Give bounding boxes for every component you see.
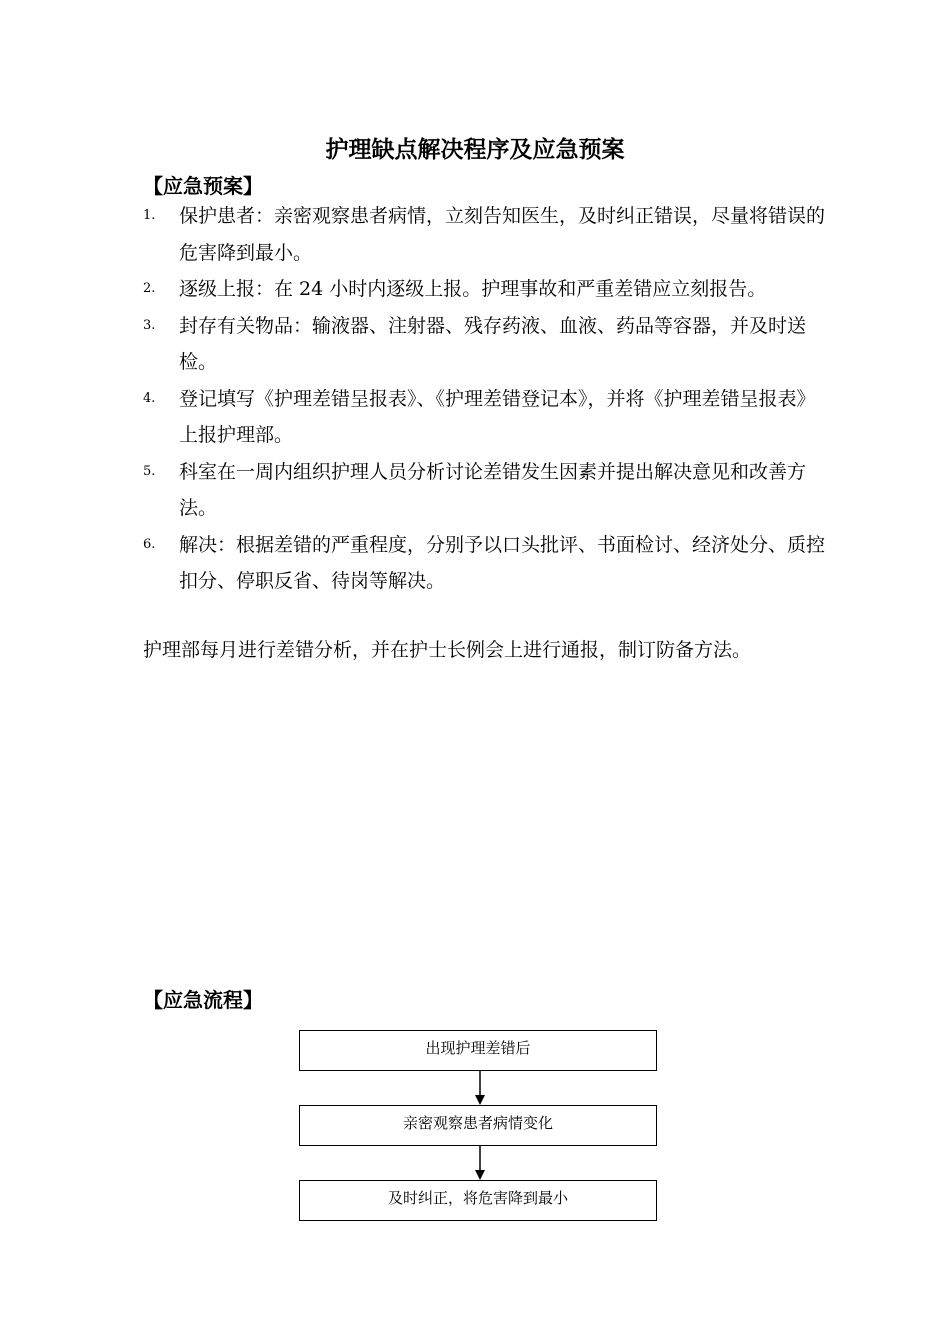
flow-arrow-1	[473, 1071, 487, 1105]
plan-item-2	[143, 271, 833, 308]
plan-item-text: 解决：根据差错的严重程度，分别予以口头批评、书面检讨、经济处分、质控扣分、停职反省、待岗等解决。	[179, 533, 826, 592]
flow-section-heading: 【应急流程】	[143, 988, 263, 1012]
plan-item-text: 保护患者：亲密观察患者病情，立刻告知医生，及时纠正错误，尽量将错误的危害降到最小。	[179, 205, 826, 264]
flow-step-2: 亲密观察患者病情变化	[299, 1105, 657, 1146]
plan-item-5	[143, 454, 833, 527]
plan-item-text: 登记填写《护理差错呈报表》、《护理差错登记本》，并将《护理差错呈报表》上报护理部。	[179, 387, 816, 446]
page-title: 护理缺点解决程序及应急预案	[325, 137, 625, 163]
flow-arrow-2	[473, 1146, 487, 1180]
flow-step-3: 及时纠正，将危害降到最小	[299, 1180, 657, 1221]
plan-item-text: 科室在一周内组织护理人员分析讨论差错发生因素并提出解决意见和改善方法。	[179, 460, 807, 519]
plan-item-3	[143, 308, 833, 381]
plan-item-text: 逐级上报：在 24 小时内逐级上报。护理事故和严重差错应立刻报告。	[179, 278, 767, 300]
plan-item-number: 4.	[143, 390, 156, 406]
plan-item-number: 3.	[143, 317, 156, 333]
plan-item-6	[143, 527, 833, 600]
plan-section-heading: 【应急预案】	[143, 174, 263, 198]
plan-item-4	[143, 381, 833, 454]
plan-item-number: 1.	[143, 208, 156, 223]
plan-item-text: 封存有关物品：输液器、注射器、残存药液、血液、药品等容器，并及时送检。	[179, 314, 807, 373]
summary-paragraph: 护理部每月进行差错分析，并在护士长例会上进行通报，制订防备方法。	[143, 639, 752, 661]
plan-item-1	[143, 198, 833, 271]
flow-step-1: 出现护理差错后	[299, 1030, 657, 1071]
plan-list	[143, 198, 833, 600]
plan-item-number: 2.	[143, 281, 156, 296]
plan-item-number: 5.	[143, 463, 156, 479]
plan-item-number: 6.	[143, 536, 156, 552]
